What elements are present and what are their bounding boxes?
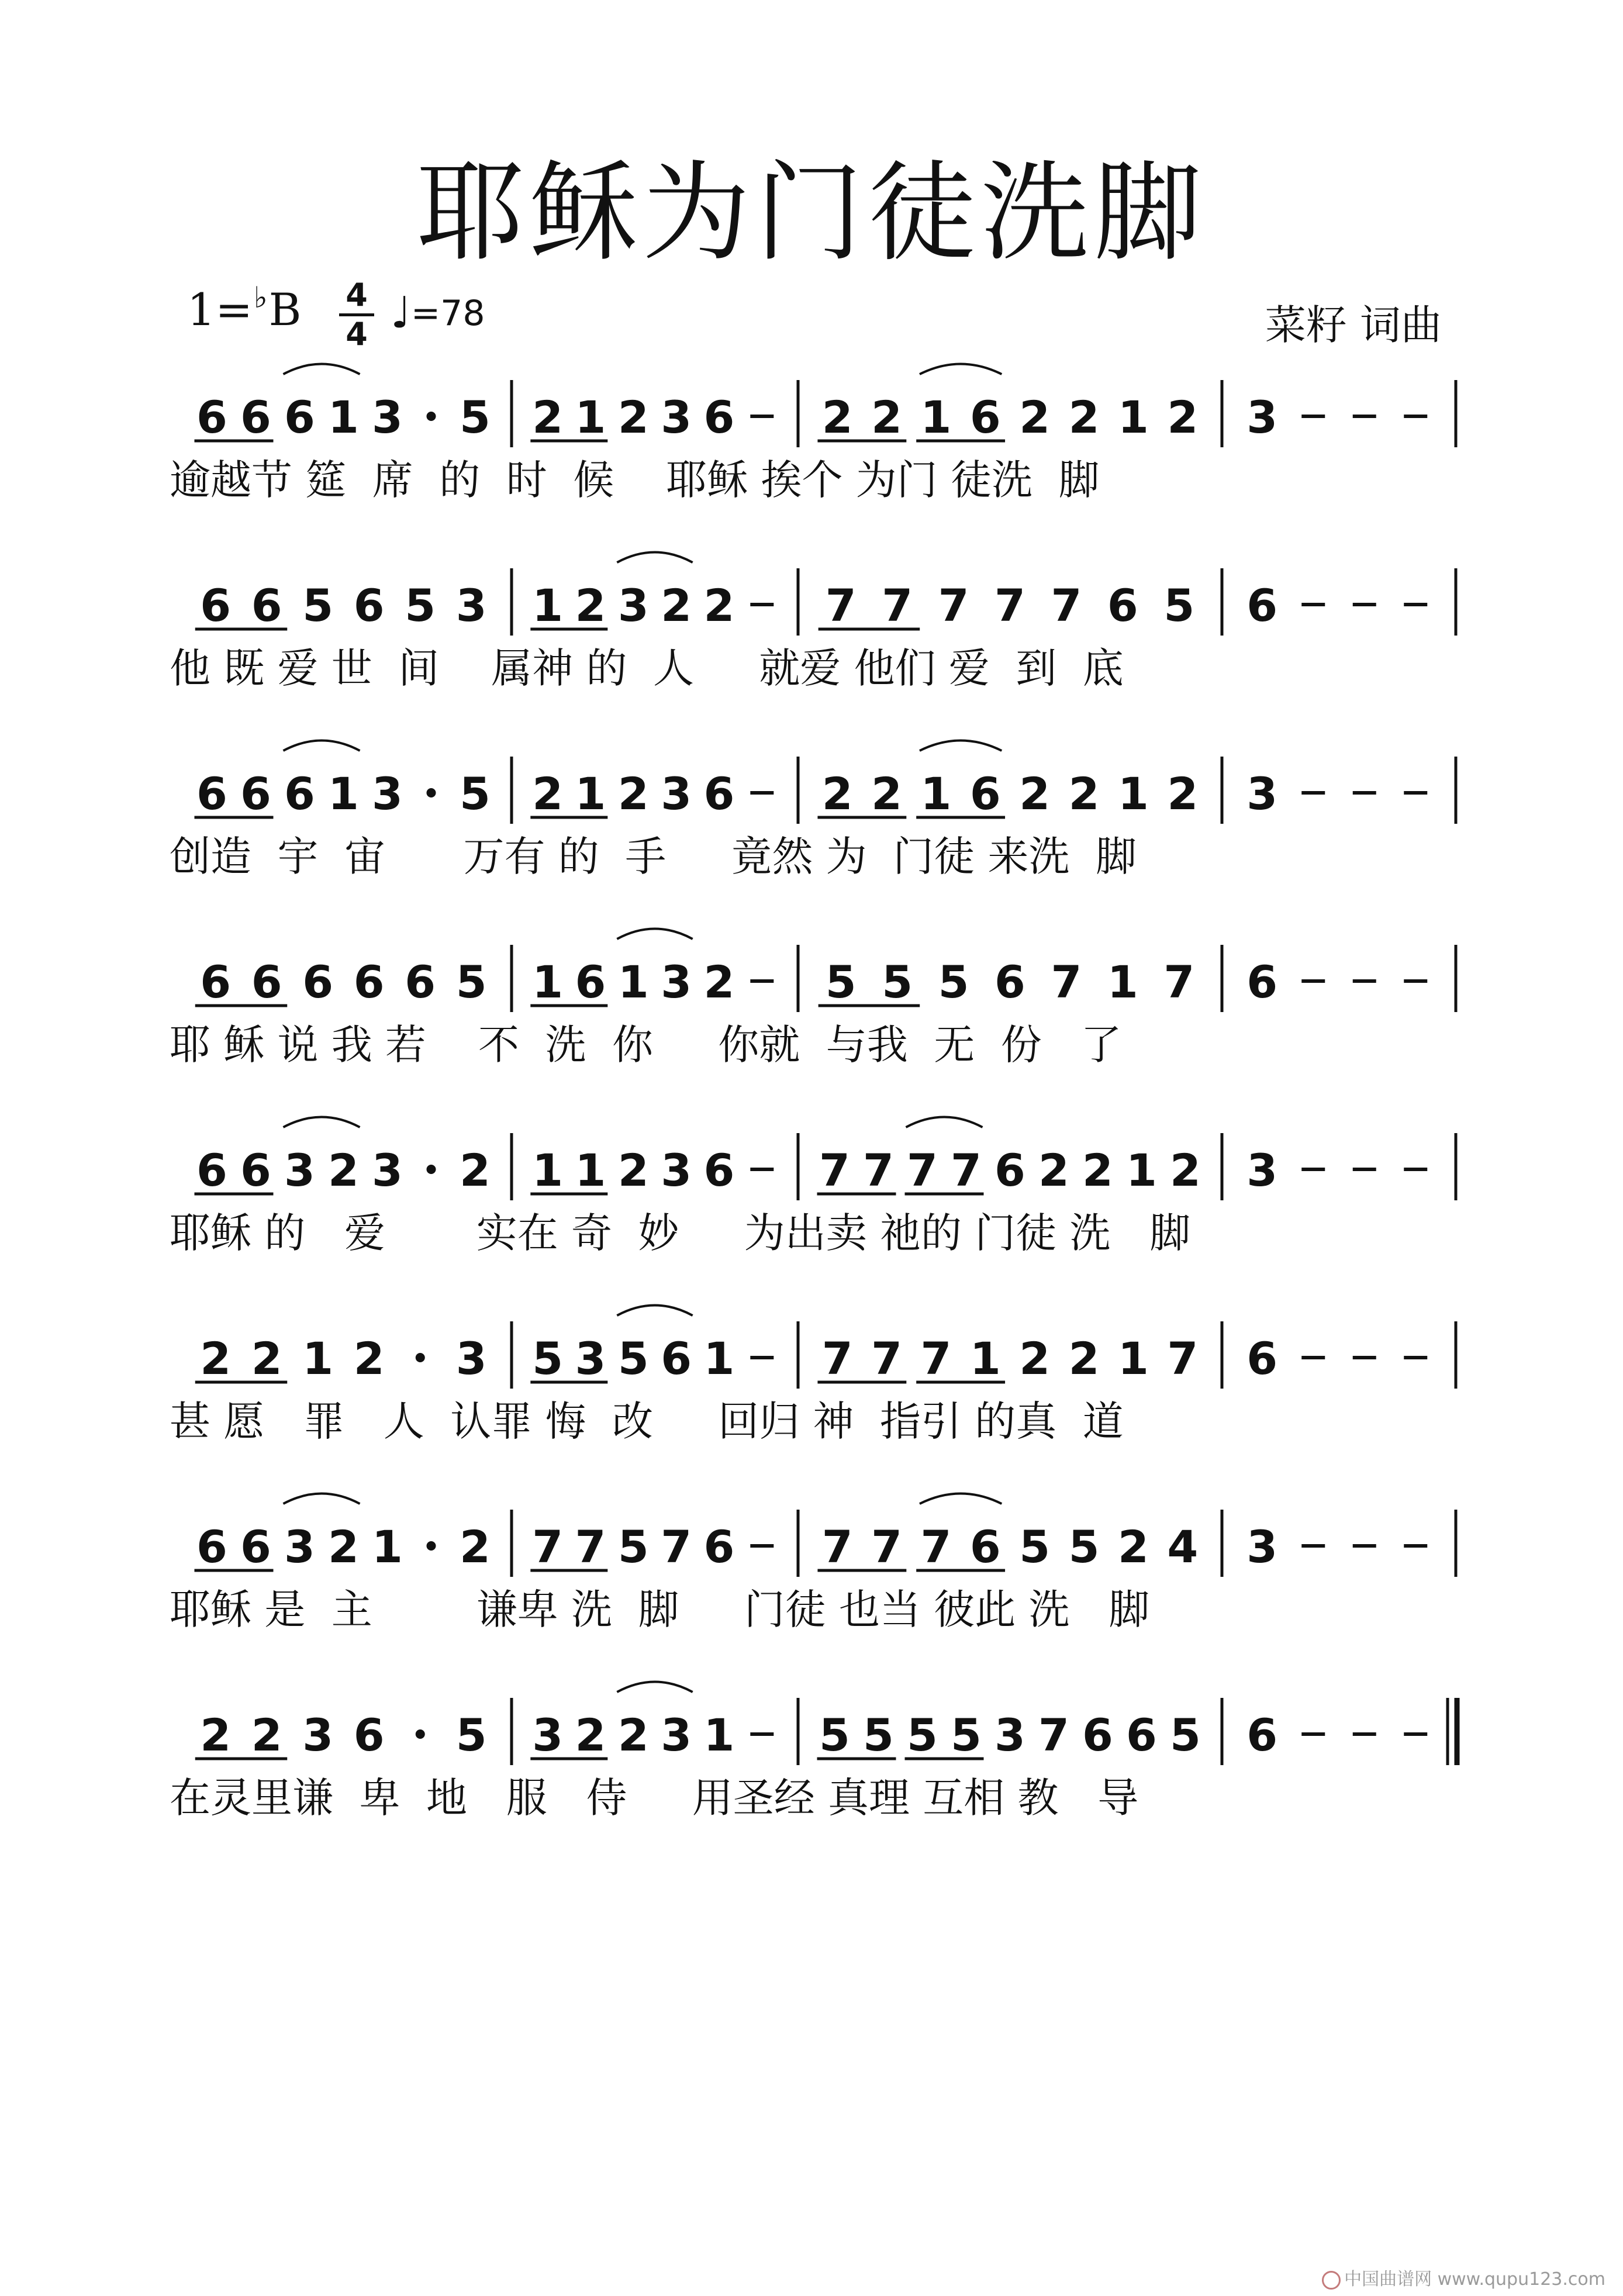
note-number: 6 — [575, 956, 606, 1008]
lyrics-line: 耶稣 是 主 谦卑 洗 脚 门徒 也当 彼此 洗 脚 — [170, 1586, 1150, 1634]
note-number: 3 — [372, 1144, 403, 1196]
note-number: 2 — [1117, 1521, 1149, 1573]
note-number: 7 — [821, 1521, 853, 1573]
note-number: 2 — [1167, 768, 1199, 820]
note-number: 5 — [455, 1709, 487, 1761]
note-number: 6 — [200, 579, 232, 631]
note-number: 2 — [200, 1709, 232, 1761]
note-number: 2 — [703, 956, 735, 1008]
note-number: 2 — [251, 1709, 282, 1761]
composer-credit: 菜籽 词曲 — [1265, 301, 1442, 349]
note-number: 6 — [703, 1144, 735, 1196]
slur-arc — [920, 364, 1002, 375]
note-number: 5 — [938, 956, 969, 1008]
note-number: 2 — [821, 391, 853, 443]
note-number: 6 — [703, 391, 735, 443]
note-number: 1 — [1117, 768, 1149, 820]
lyrics-line: 甚 愿 罪 人 认罪 悔 改 回归 神 指引 的真 道 — [170, 1397, 1124, 1445]
note-number: 5 — [302, 579, 334, 631]
note-number: 3 — [617, 579, 649, 631]
augmentation-dot — [427, 1541, 436, 1551]
note-number: 7 — [920, 1332, 952, 1384]
note-number: 1 — [1117, 391, 1149, 443]
note-number: 7 — [994, 579, 1025, 631]
note-number: 6 — [251, 956, 282, 1008]
note-number: 6 — [353, 956, 385, 1008]
note-number: 2 — [1068, 768, 1100, 820]
note-number: 1 — [575, 768, 606, 820]
note-number: 3 — [575, 1332, 606, 1384]
note-number: 3 — [1246, 1521, 1278, 1573]
note-number: 7 — [907, 1144, 938, 1196]
note-number: 3 — [372, 391, 403, 443]
lyrics-line: 耶 稣 说 我 若 不 洗 你 你就 与我 无 份 了 — [170, 1021, 1122, 1069]
note-number: 5 — [1068, 1521, 1100, 1573]
note-number: 2 — [1019, 391, 1051, 443]
note-number: 2 — [353, 1332, 385, 1384]
note-number: 7 — [871, 1521, 903, 1573]
time-signature-top: 4 — [346, 277, 368, 313]
note-number: 6 — [969, 391, 1001, 443]
note-number: 6 — [969, 768, 1001, 820]
lyrics-line: 他 既 爱 世 间 属神 的 人 就爱 他们 爱 到 底 — [170, 644, 1124, 692]
note-number: 5 — [617, 1332, 649, 1384]
note-number: 3 — [532, 1709, 564, 1761]
note-number: 2 — [1167, 391, 1199, 443]
note-number: 6 — [661, 1332, 692, 1384]
note-number: 1 — [703, 1332, 735, 1384]
note-number: 7 — [863, 1144, 894, 1196]
note-number: 5 — [1163, 579, 1195, 631]
note-number: 1 — [532, 579, 564, 631]
lyrics-line: 在灵里谦 卑 地 服 侍 用圣经 真理 互相 教 导 — [170, 1774, 1139, 1822]
note-number: 3 — [1246, 391, 1278, 443]
note-number: 7 — [1163, 956, 1195, 1008]
note-number: 2 — [532, 391, 564, 443]
slur-arc — [617, 553, 692, 563]
note-number: 6 — [703, 1521, 735, 1573]
note-number: 3 — [994, 1709, 1025, 1761]
note-number: 2 — [200, 1332, 232, 1384]
augmentation-dot — [427, 1165, 436, 1174]
note-number: 2 — [532, 768, 564, 820]
quarter-note-icon: ♩ — [391, 288, 411, 338]
note-number: 1 — [920, 391, 952, 443]
note-number: 1 — [328, 391, 359, 443]
slur-arc — [920, 1494, 1002, 1504]
note-number: 2 — [617, 768, 649, 820]
augmentation-dot — [427, 412, 436, 421]
note-number: 6 — [1126, 1709, 1157, 1761]
note-number: 6 — [196, 768, 227, 820]
note-number: 7 — [951, 1144, 982, 1196]
note-number: 6 — [1082, 1709, 1113, 1761]
note-number: 2 — [1170, 1144, 1201, 1196]
note-number: 3 — [661, 1144, 692, 1196]
lyrics-line: 创造 宇 宙 万有 的 手 竟然 为 门徒 来洗 脚 — [170, 833, 1137, 881]
note-number: 2 — [617, 1709, 649, 1761]
augmentation-dot — [416, 1353, 425, 1362]
note-number: 1 — [372, 1521, 403, 1573]
note-number: 4 — [1167, 1521, 1199, 1573]
note-number: 5 — [1170, 1709, 1201, 1761]
note-number: 2 — [251, 1332, 282, 1384]
note-number: 7 — [532, 1521, 564, 1573]
note-number: 2 — [821, 768, 853, 820]
note-number: 5 — [882, 956, 913, 1008]
note-number: 7 — [920, 1521, 952, 1573]
time-signature-bottom: 4 — [346, 316, 368, 353]
note-number: 2 — [703, 579, 735, 631]
note-number: 2 — [1038, 1144, 1069, 1196]
note-number: 2 — [617, 391, 649, 443]
note-number: 3 — [284, 1521, 315, 1573]
note-number: 5 — [532, 1332, 564, 1384]
site-logo-icon — [1322, 2271, 1341, 2290]
note-number: 2 — [460, 1144, 491, 1196]
note-number: 5 — [455, 956, 487, 1008]
lyrics-line: 逾越节 筵 席 的 时 候 耶稣 挨个 为门 徒洗 脚 — [170, 456, 1100, 504]
site-watermark — [1322, 2264, 1605, 2290]
note-number: 6 — [284, 391, 315, 443]
note-number: 3 — [455, 579, 487, 631]
augmentation-dot — [416, 1729, 425, 1739]
slur-arc — [284, 1494, 360, 1504]
note-number: 1 — [703, 1709, 735, 1761]
note-number: 2 — [575, 579, 606, 631]
note-number: 6 — [196, 1521, 227, 1573]
note-number: 6 — [240, 1521, 271, 1573]
note-number: 6 — [703, 768, 735, 820]
note-number: 7 — [882, 579, 913, 631]
note-number: 6 — [240, 768, 271, 820]
slur-arc — [617, 1306, 692, 1316]
note-number: 6 — [994, 1144, 1025, 1196]
note-number: 6 — [1246, 1709, 1278, 1761]
note-number: 7 — [1167, 1332, 1199, 1384]
slur-arc — [284, 1117, 360, 1128]
note-number: 3 — [661, 956, 692, 1008]
slur-arc — [617, 1682, 692, 1693]
note-number: 6 — [196, 391, 227, 443]
note-number: 6 — [1246, 579, 1278, 631]
note-number: 6 — [251, 579, 282, 631]
note-number: 6 — [200, 956, 232, 1008]
note-number: 1 — [302, 1332, 334, 1384]
note-number: 5 — [951, 1709, 982, 1761]
note-number: 7 — [575, 1521, 606, 1573]
note-number: 5 — [825, 956, 857, 1008]
note-number: 6 — [240, 391, 271, 443]
note-number: 2 — [1019, 1332, 1051, 1384]
note-number: 6 — [353, 1709, 385, 1761]
note-number: 6 — [1246, 956, 1278, 1008]
tempo-value: =78 — [410, 293, 485, 334]
key-letter: B — [268, 284, 302, 336]
note-number: 5 — [819, 1709, 850, 1761]
note-number: 1 — [1117, 1332, 1149, 1384]
note-number: 5 — [460, 768, 491, 820]
note-number: 1 — [1107, 956, 1138, 1008]
note-number: 6 — [302, 956, 334, 1008]
note-number: 3 — [302, 1709, 334, 1761]
note-number: 1 — [617, 956, 649, 1008]
note-number: 3 — [1246, 1144, 1278, 1196]
note-number: 2 — [871, 768, 903, 820]
note-number: 7 — [819, 1144, 850, 1196]
note-number: 2 — [871, 391, 903, 443]
note-number: 5 — [863, 1709, 894, 1761]
note-number: 6 — [969, 1521, 1001, 1573]
song-title: 耶稣为门徒洗脚 — [416, 150, 1207, 276]
note-number: 2 — [661, 579, 692, 631]
lyrics-line: 耶稣 的 爱 实在 奇 妙 为出卖 祂的 门徒 洗 脚 — [170, 1209, 1191, 1257]
note-number: 2 — [1068, 1332, 1100, 1384]
note-number: 1 — [328, 768, 359, 820]
key-prefix: 1= — [187, 284, 253, 336]
note-number: 2 — [575, 1709, 606, 1761]
note-number: 3 — [284, 1144, 315, 1196]
note-number: 5 — [460, 391, 491, 443]
note-number: 1 — [532, 1144, 564, 1196]
note-number: 2 — [460, 1521, 491, 1573]
slur-arc — [284, 741, 360, 751]
note-number: 3 — [661, 768, 692, 820]
note-number: 1 — [1126, 1144, 1157, 1196]
note-number: 2 — [1082, 1144, 1113, 1196]
note-number: 7 — [1051, 579, 1082, 631]
note-number: 7 — [871, 1332, 903, 1384]
note-number: 6 — [1107, 579, 1138, 631]
note-number: 7 — [1038, 1709, 1069, 1761]
note-number: 6 — [284, 768, 315, 820]
watermark-text: 中国曲谱网 www.qupu123.com — [1344, 2269, 1605, 2290]
note-number: 1 — [532, 956, 564, 1008]
slur-arc — [920, 741, 1002, 751]
note-number: 5 — [617, 1521, 649, 1573]
note-number: 7 — [821, 1332, 853, 1384]
note-number: 6 — [1246, 1332, 1278, 1384]
flat-sign: ♭ — [254, 281, 268, 315]
note-number: 1 — [969, 1332, 1001, 1384]
augmentation-dot — [427, 788, 436, 797]
note-number: 7 — [1051, 956, 1082, 1008]
slur-arc — [906, 1117, 983, 1128]
note-number: 1 — [575, 1144, 606, 1196]
note-number: 3 — [661, 1709, 692, 1761]
slur-arc — [617, 929, 692, 940]
note-number: 3 — [661, 391, 692, 443]
note-number: 3 — [455, 1332, 487, 1384]
note-number: 5 — [907, 1709, 938, 1761]
note-number: 2 — [328, 1521, 359, 1573]
note-number: 2 — [617, 1144, 649, 1196]
note-number: 6 — [994, 956, 1025, 1008]
note-number: 7 — [938, 579, 969, 631]
note-number: 7 — [825, 579, 857, 631]
note-number: 3 — [1246, 768, 1278, 820]
note-number: 6 — [240, 1144, 271, 1196]
note-number: 6 — [353, 579, 385, 631]
note-number: 7 — [661, 1521, 692, 1573]
note-number: 6 — [196, 1144, 227, 1196]
slur-arc — [284, 364, 360, 375]
note-number: 3 — [372, 768, 403, 820]
note-number: 2 — [328, 1144, 359, 1196]
note-number: 1 — [920, 768, 952, 820]
note-number: 5 — [1019, 1521, 1051, 1573]
note-number: 5 — [405, 579, 436, 631]
note-number: 2 — [1068, 391, 1100, 443]
note-number: 6 — [405, 956, 436, 1008]
note-number: 2 — [1019, 768, 1051, 820]
note-number: 1 — [575, 391, 606, 443]
